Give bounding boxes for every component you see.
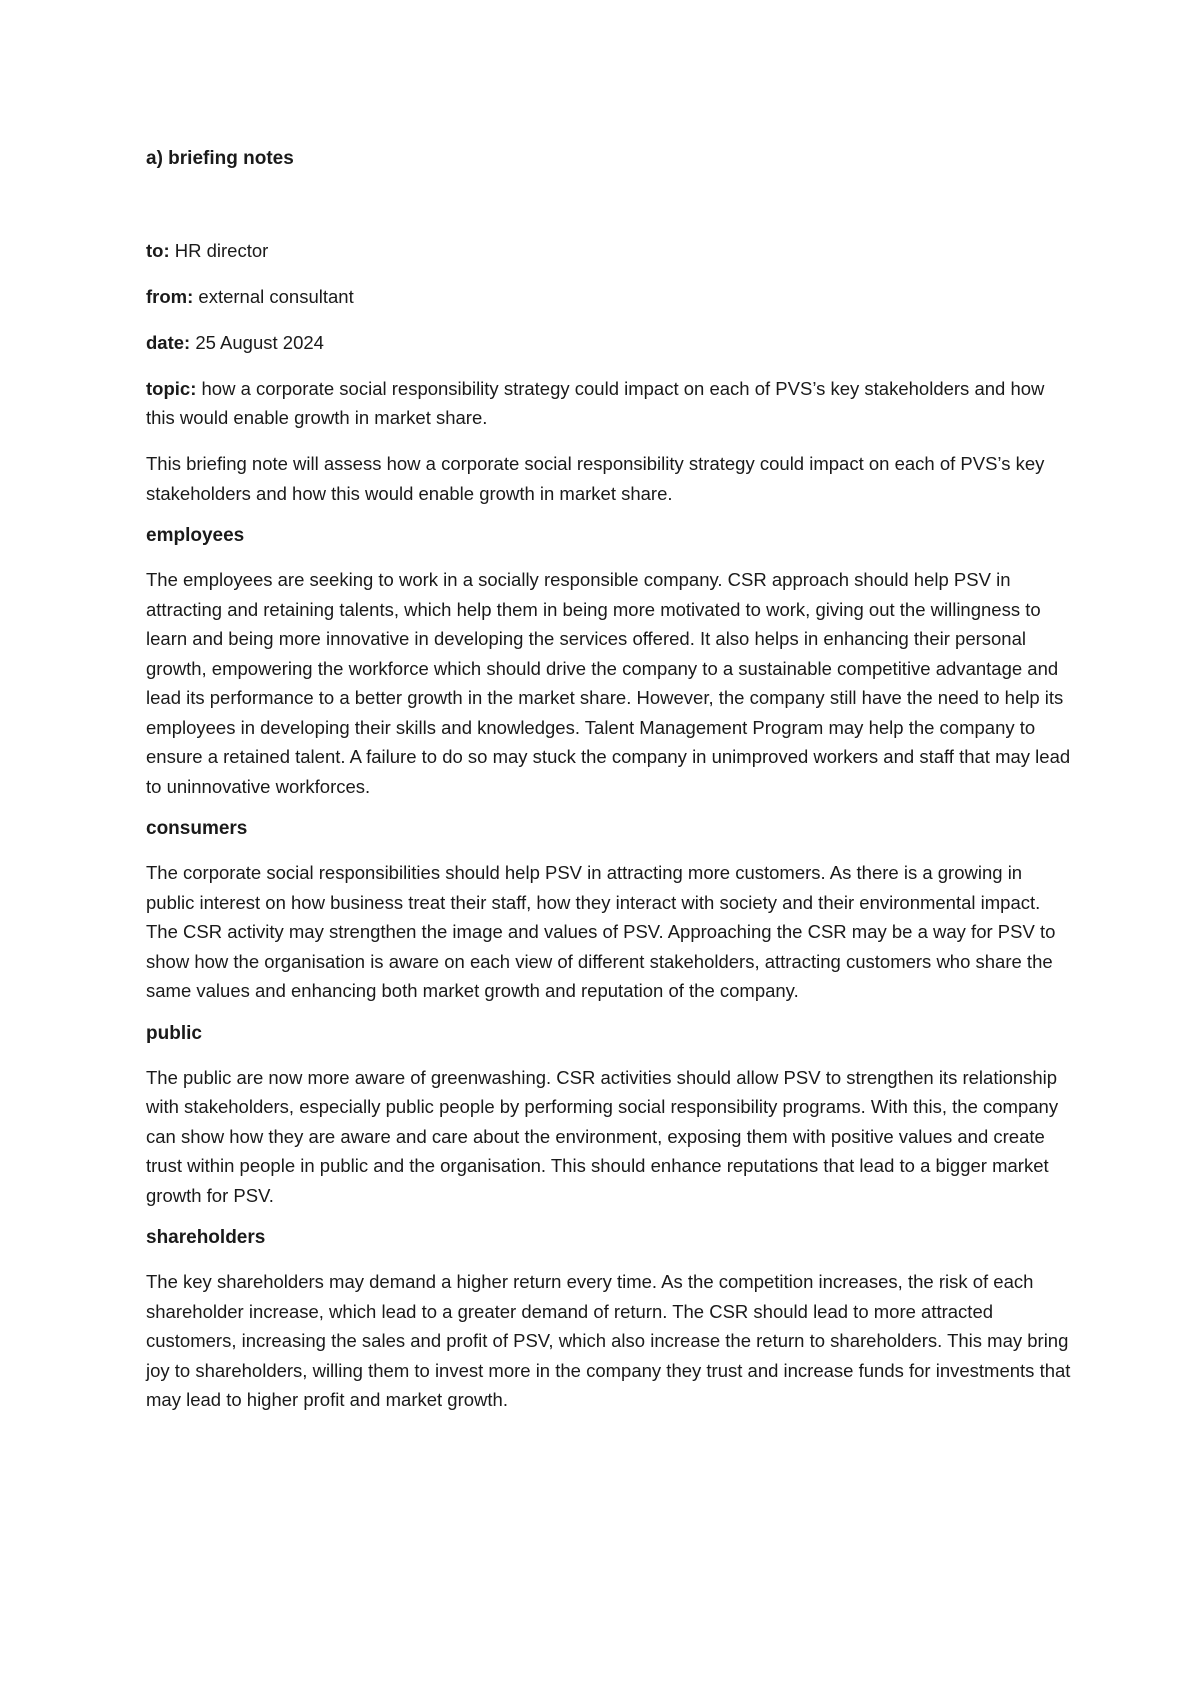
- section-heading-consumers: consumers: [146, 818, 248, 839]
- meta-to-value: HR director: [169, 240, 269, 261]
- section-body-public: The public are now more aware of greenwashing. CSR activities should allow PSV to strengthen its relationship with stakeholders, especially public people by performing social responsibility programs. With this, the company can show how they are aware and care about the environment, exposing them with positive values and create trust within people in public and the organisation. This should enhance reputations that lead to a bigger market growth for PSV.: [146, 1066, 1059, 1206]
- section-heading-employees: employees: [146, 525, 245, 546]
- meta-date-value: 25 August 2024: [190, 332, 324, 353]
- section-heading-shareholders: shareholders: [146, 1227, 266, 1248]
- meta-from: [146, 282, 1071, 311]
- section-body-consumers: The corporate social responsibilities should help PSV in attracting more customers. As there is a growing in public interest on how business treat their staff, how they interact with society and their environmental impact. The CSR activity may strengthen the image and values of PSV. Approaching the CSR may be a way for PSV to show how the organisation is aware on each view of different stakeholders, attracting customers who share the same values and enhancing both market growth and reputation of the company.: [146, 862, 1056, 1001]
- section-body-employees: The employees are seeking to work in a socially responsible company. CSR approach should help PSV in attracting and retaining talents, which help them in being more motivated to work, giving out the willingness to learn and being more innovative in developing the services offered. It also helps in enhancing their personal growth, empowering the workforce which should drive the company to a sustainable competitive advantage and lead its performance to a better growth in the market share. However, the company still have the need to help its employees in developing their skills and knowledges. Talent Management Program may help the company to ensure a retained talent. A failure to do so may stuck the company in unimproved workers and staff that may lead to uninnovative workforces.: [146, 569, 1071, 797]
- meta-topic: [146, 374, 1071, 432]
- meta-from-label: from:: [146, 286, 194, 307]
- document-title: a) briefing notes: [146, 148, 294, 169]
- section-body-shareholders: The key shareholders may demand a higher return every time. As the competition increases, the risk of each shareholder increase, which lead to a greater demand of return. The CSR should lead to more attracted customers, increasing the sales and profit of PSV, which also increase the return to shareholders. This may bring joy to shareholders, willing them to invest more in the company they trust and increase funds for investments that may lead to higher profit and market growth.: [146, 1271, 1071, 1410]
- meta-to: [146, 236, 1071, 265]
- meta-topic-value: how a corporate social responsibility strategy could impact on each of PVS’s key stakeholders and how this would enable growth in market share.: [146, 378, 1045, 428]
- meta-date: [146, 328, 1071, 357]
- meta-to-label: to:: [146, 240, 170, 261]
- document-page: [146, 146, 1071, 1429]
- meta-from-value: external consultant: [193, 286, 354, 307]
- meta-date-label: date:: [146, 332, 191, 353]
- meta-topic-label: topic:: [146, 378, 197, 399]
- intro-paragraph: This briefing note will assess how a corporate social responsibility strategy could impact on each of PVS’s key stakeholders and how this would enable growth in market share.: [146, 453, 1045, 504]
- section-heading-public: public: [146, 1022, 202, 1044]
